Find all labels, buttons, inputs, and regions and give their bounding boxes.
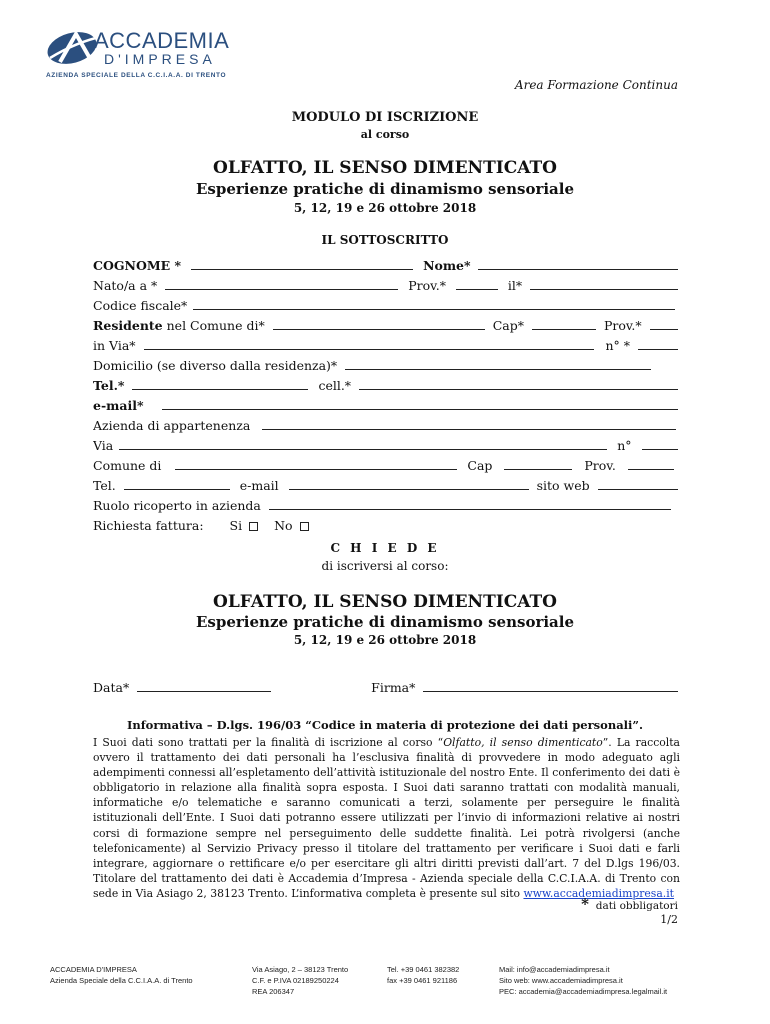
row-ruolo (93, 498, 678, 516)
footer-col-phone (387, 964, 459, 986)
course-subtitle-repeat: Esperienze pratiche di dinamismo sensoriale (195, 613, 575, 631)
ruolo-label: Ruolo ricoperto in azienda (93, 498, 261, 513)
nato-label: Nato/a a * (93, 278, 158, 293)
via-field[interactable] (144, 338, 594, 350)
fattura-si-checkbox[interactable] (249, 522, 258, 531)
row-cognome (93, 258, 678, 276)
row-azienda-comune (93, 458, 678, 476)
row-email (93, 398, 678, 416)
cognome-label: COGNOME * (93, 258, 182, 273)
signature-fields (93, 680, 678, 698)
domicilio-label: Domicilio (se diverso dalla residenza)* (93, 358, 338, 373)
website-link[interactable]: www.accademiadimpresa.it (523, 886, 675, 900)
row-nato (93, 278, 678, 296)
cap-label: Cap* (492, 318, 524, 333)
firma-field[interactable] (423, 680, 678, 692)
cell-label: cell.* (318, 378, 352, 393)
azienda-tel-label: Tel. (93, 478, 116, 493)
prov-label: Prov.* (408, 278, 446, 293)
azienda-email-field[interactable] (289, 478, 529, 490)
prov2-label: Prov.* (603, 318, 642, 333)
date-of-birth-field[interactable] (530, 278, 678, 290)
fattura-label: Richiesta fattura: (93, 518, 204, 533)
footer-address: Via Asiago, 2 – 38123 Trento (252, 965, 349, 974)
obbligatori-text: dati obbligatori (595, 900, 678, 912)
row-tel (93, 378, 678, 396)
row-via (93, 338, 678, 356)
cap-field[interactable] (532, 318, 596, 330)
row-codice-fiscale (93, 298, 678, 316)
tel-field[interactable] (132, 378, 308, 390)
azienda-tel-field[interactable] (124, 478, 230, 490)
row-azienda-via (93, 438, 678, 456)
footer-company-name: ACCADEMIA D'IMPRESA (50, 965, 137, 974)
logo-tagline: AZIENDA SPECIALE DELLA C.C.I.A.A. DI TRENTO (46, 72, 227, 79)
in-via-label: in Via* (93, 338, 136, 353)
course-subtitle: Esperienze pratiche di dinamismo sensoriale (195, 180, 575, 198)
azienda-via-field[interactable] (119, 438, 607, 450)
azienda-civico-label: n° (617, 438, 632, 453)
footer-col-company (50, 964, 193, 986)
azienda-email-label: e-mail (239, 478, 279, 493)
fattura-no-label: No (274, 518, 293, 533)
form-subtitle: al corso (360, 128, 410, 141)
nome-label: Nome* (423, 258, 471, 273)
residente-comune-field[interactable] (273, 318, 485, 330)
form-title: MODULO DI ISCRIZIONE (291, 110, 479, 125)
nome-field[interactable] (478, 258, 678, 270)
footer-web[interactable]: Sito web: www.accademiadimpresa.it (499, 976, 623, 985)
obbligatori-note (581, 895, 678, 913)
azienda-via-label: Via (93, 438, 114, 453)
chiede-heading: C H I E D E (330, 541, 440, 555)
cognome-field[interactable] (191, 258, 413, 270)
firma-label: Firma* (371, 680, 416, 695)
azienda-civico-field[interactable] (642, 438, 678, 450)
footer-piva: C.F. e P.IVA 02189250224 (252, 976, 339, 985)
azienda-cap-field[interactable] (504, 458, 572, 470)
fattura-no-checkbox[interactable] (300, 522, 309, 531)
footer-pec[interactable]: PEC: accademia@accademiadimpresa.legalmail.it (499, 987, 668, 996)
row-domicilio (93, 358, 678, 376)
row-azienda-contatti (93, 478, 678, 496)
asterisk-icon: * (581, 895, 590, 913)
informativa-body (93, 735, 680, 901)
fattura-si-label: Si (229, 518, 243, 533)
email-label: e-mail* (93, 398, 144, 413)
footer-mail[interactable]: Mail: info@accademiadimpresa.it (499, 965, 610, 974)
comune-label: nel Comune di* (166, 318, 265, 333)
informativa-text-1: I Suoi dati sono trattati per la finalità di iscrizione al corso “ (93, 736, 444, 749)
azienda-prov-field[interactable] (628, 458, 674, 470)
ruolo-field[interactable] (269, 498, 671, 510)
civico-label: n° * (605, 338, 631, 353)
azienda-field[interactable] (262, 418, 676, 430)
chiede-text: di iscriversi al corso: (321, 559, 449, 573)
logo-subname: D'IMPRESA (104, 51, 216, 67)
prov2-field[interactable] (650, 318, 678, 330)
footer-rea: REA 206347 (252, 987, 295, 996)
course-dates-repeat: 5, 12, 19 e 26 ottobre 2018 (293, 633, 477, 647)
cell-field[interactable] (359, 378, 678, 390)
email-field[interactable] (162, 398, 679, 410)
course-title: OLFATTO, IL SENSO DIMENTICATO (213, 158, 557, 178)
prov-field[interactable] (456, 278, 498, 290)
course-title-repeat: OLFATTO, IL SENSO DIMENTICATO (213, 592, 557, 612)
sottoscritto-heading: IL SOTTOSCRITTO (321, 233, 449, 247)
footer-col-address (252, 964, 348, 997)
footer-col-contacts (499, 964, 667, 997)
domicilio-field[interactable] (345, 358, 651, 370)
row-fattura (93, 518, 678, 536)
row-azienda (93, 418, 678, 436)
azienda-comune-field[interactable] (175, 458, 457, 470)
logo-name: ACCADEMIA (94, 28, 230, 53)
codice-fiscale-field[interactable] (193, 298, 675, 310)
data-label: Data* (93, 680, 130, 695)
informativa-text-2: ”. La raccolta ovvero il trattamento dei dati personali ha l’esclusiva finalità di provvedere in modo adeguato agli adempimenti connessi all’espletamento dell’attività istituzionale del nostro Ente. Il conferimento dei dati è obbligatorio in relazione alla finalità sopra esposta. I Suoi dati saranno trattati con modalità manuali, informatiche e/o telematiche e saranno comunicati a terzi, solamente per perseguire le finalità istituzionali dell’Ente. I Suoi dati potranno essere utilizzati per l’invio di informazioni relative ai nostri corsi di formazione sempre nel perseguimento delle suddette finalità. Lei potrà rivolgersi (anche telefonicamente) al Servizio Privacy presso il titolare del trattamento per verificare i Suoi dati e farli integrare, aggiornare o rettificare e/o per esercitare gli altri diritti previsti dall’art. 7 del D.lgs 196/03. Titolare del trattamento dei dati è Accademia d’Impresa - Azienda speciale della C.C.I.A.A. di Trento con sede in Via Asiago 2, 38123 Trento. L’informativa completa è presente sul sito (93, 736, 680, 900)
footer-tel: Tel. +39 0461 382382 (387, 965, 460, 974)
codice-fiscale-label: Codice fiscale* (93, 298, 188, 313)
civico-field[interactable] (638, 338, 678, 350)
data-field[interactable] (137, 680, 271, 692)
azienda-label: Azienda di appartenenza (93, 418, 251, 433)
sito-label: sito web (536, 478, 590, 493)
sito-field[interactable] (598, 478, 678, 490)
azienda-comune-label: Comune di (93, 458, 162, 473)
residente-label: Residente (93, 318, 163, 333)
azienda-prov-label: Prov. (584, 458, 616, 473)
footer-fax: fax +39 0461 921186 (387, 976, 458, 985)
tel-label: Tel.* (93, 378, 125, 393)
area-label: Area Formazione Continua (514, 78, 678, 92)
row-residente (93, 318, 678, 336)
informativa-course-name: Olfatto, il senso dimenticato (443, 736, 603, 749)
il-label: il* (507, 278, 523, 293)
course-dates: 5, 12, 19 e 26 ottobre 2018 (293, 201, 477, 215)
footer-company-desc: Azienda Speciale della C.C.I.A.A. di Trento (50, 976, 193, 985)
azienda-cap-label: Cap (467, 458, 493, 473)
informativa-heading: Informativa – D.lgs. 196/03 “Codice in materia di protezione dei dati personali”. (126, 718, 643, 732)
page-number: 1/2 (660, 913, 678, 926)
nato-field[interactable] (165, 278, 398, 290)
